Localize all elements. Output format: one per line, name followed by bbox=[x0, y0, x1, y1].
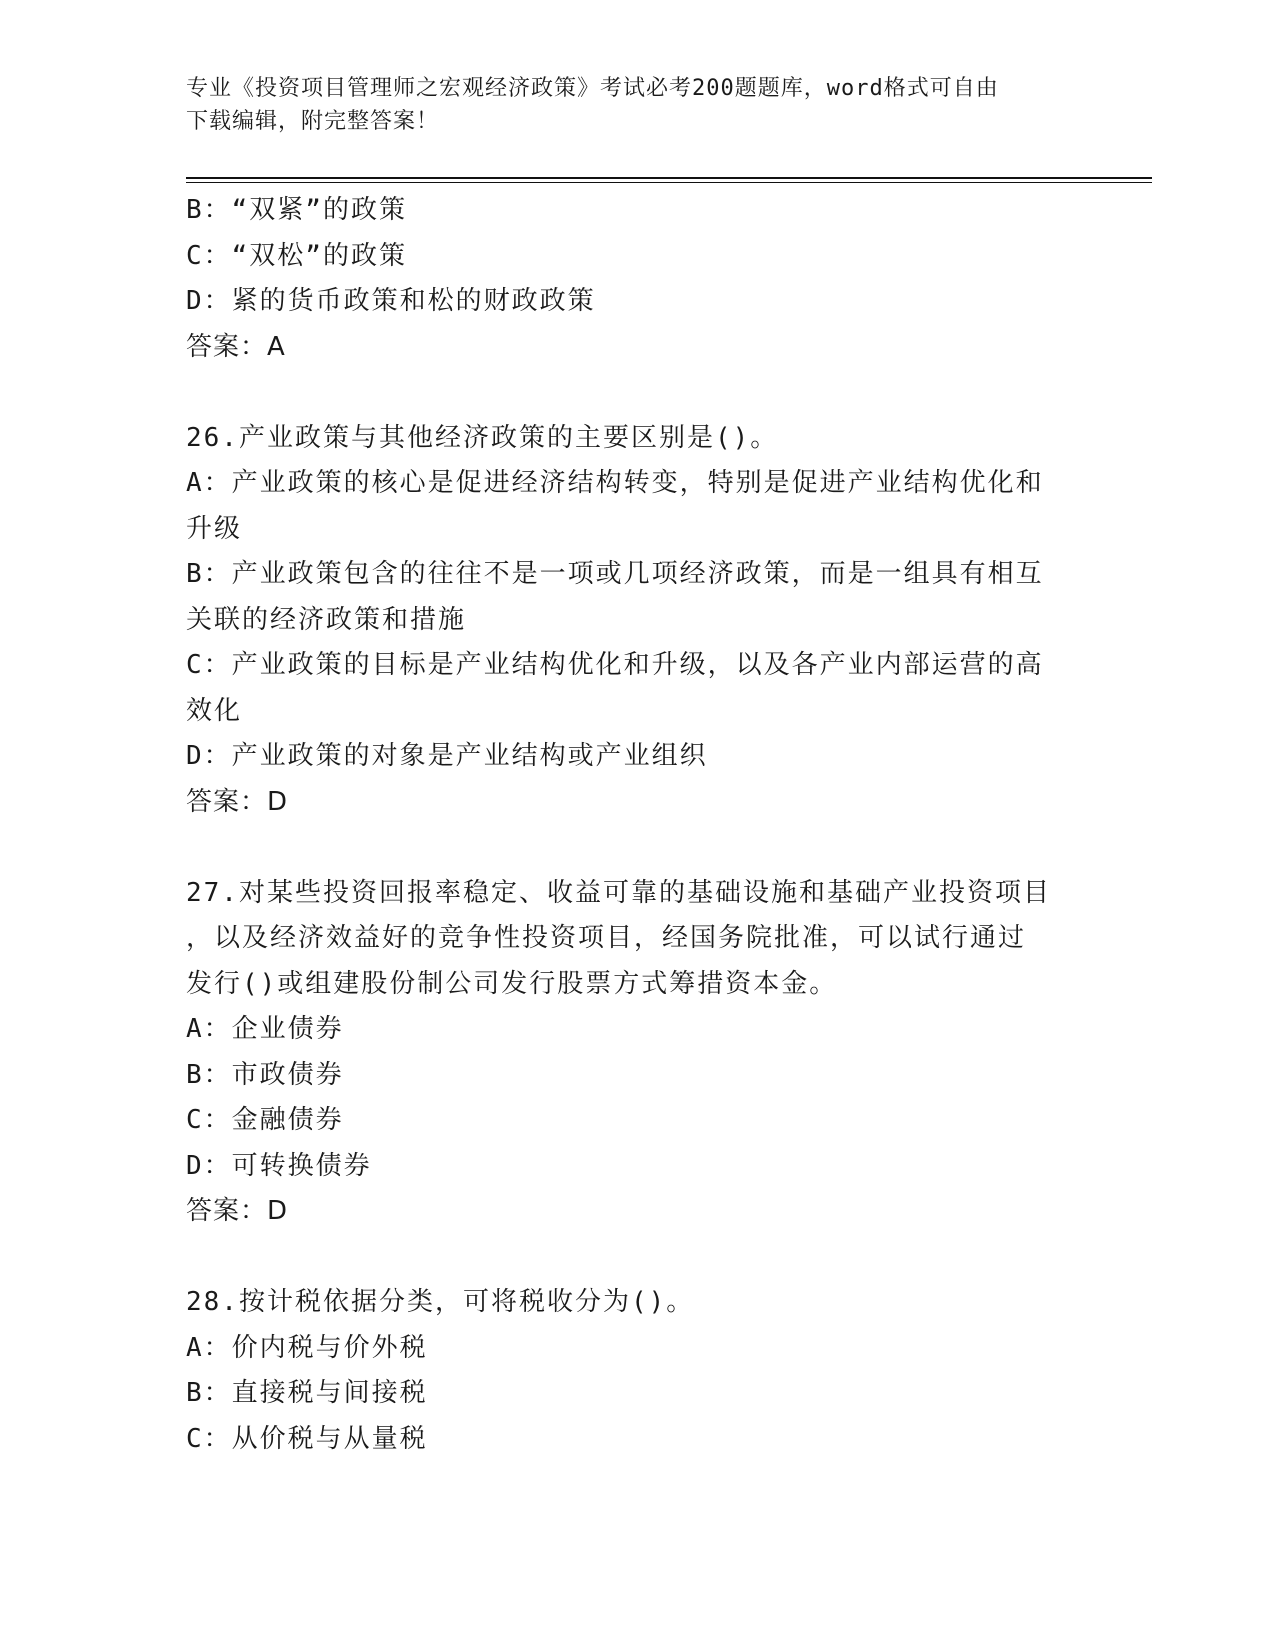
spacer bbox=[186, 370, 1086, 416]
question-text-line-2: ，以及经济效益好的竞争性投资项目，经国务院批准，可以试行通过 bbox=[186, 923, 1027, 953]
option-b-line-1: B：产业政策包含的往往不是一项或几项经济政策，而是一组具有相互 bbox=[186, 559, 1044, 589]
option-c: C：金融债券 bbox=[186, 1105, 344, 1135]
question-27 bbox=[186, 871, 1086, 1235]
header-divider-thin bbox=[186, 182, 1152, 183]
spacer bbox=[186, 825, 1086, 871]
option-a: A：企业债券 bbox=[186, 1014, 344, 1044]
header-line-1: 专业《投资项目管理师之宏观经济政策》考试必考200题题库，word格式可自由 bbox=[186, 76, 999, 101]
option-c-line-2: 效化 bbox=[186, 695, 243, 726]
header-divider-thick bbox=[186, 177, 1152, 179]
option-d: D：产业政策的对象是产业结构或产业组织 bbox=[186, 741, 708, 771]
option-a-line-2: 升级 bbox=[186, 513, 243, 544]
option-c: C：“双松”的政策 bbox=[186, 240, 407, 271]
question-content bbox=[186, 188, 1086, 1462]
question-28 bbox=[186, 1280, 1086, 1462]
spacer bbox=[186, 1235, 1086, 1281]
question-text-line-1: 27.对某些投资回报率稳定、收益可靠的基础设施和基础产业投资项目 bbox=[186, 877, 1051, 908]
document-header bbox=[186, 72, 1066, 138]
option-b: B：直接税与间接税 bbox=[186, 1378, 428, 1408]
question-25-tail bbox=[186, 188, 1086, 370]
option-a-line-1: A：产业政策的核心是促进经济结构转变，特别是促进产业结构优化和 bbox=[186, 468, 1044, 498]
option-b: B：“双紧”的政策 bbox=[186, 195, 407, 225]
question-26 bbox=[186, 416, 1086, 826]
question-text: 26.产业政策与其他经济政策的主要区别是()。 bbox=[186, 422, 779, 453]
question-text: 28.按计税依据分类，可将税收分为()。 bbox=[186, 1287, 695, 1317]
question-text-line-3: 发行()或组建股份制公司发行股票方式筹措资本金。 bbox=[186, 968, 838, 999]
option-c: C：从价税与从量税 bbox=[186, 1423, 428, 1454]
answer: 答案：A bbox=[186, 331, 286, 362]
answer: 答案：D bbox=[186, 786, 289, 817]
header-line-2: 下载编辑，附完整答案！ bbox=[186, 109, 440, 134]
option-d: D：可转换债券 bbox=[186, 1150, 372, 1181]
answer: 答案：D bbox=[186, 1196, 289, 1226]
option-c-line-1: C：产业政策的目标是产业结构优化和升级，以及各产业内部运营的高 bbox=[186, 650, 1044, 680]
option-d: D：紧的货币政策和松的财政政策 bbox=[186, 286, 596, 316]
option-a: A：价内税与价外税 bbox=[186, 1332, 428, 1363]
option-b: B：市政债券 bbox=[186, 1059, 344, 1090]
option-b-line-2: 关联的经济政策和措施 bbox=[186, 604, 467, 635]
